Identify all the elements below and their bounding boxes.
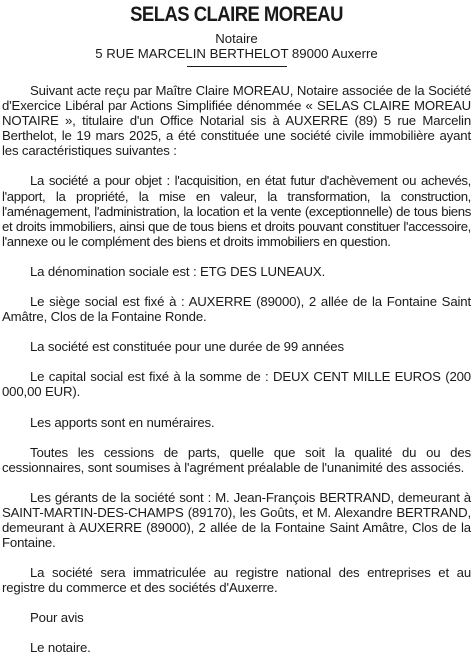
- duration-paragraph: La société est constituée pour une durée de 99 années: [30, 339, 344, 355]
- notice-body: [2, 83, 471, 656]
- registration-paragraph: La société sera immatriculée au registre national des entreprises et au registre du commerce et des sociétés d'Auxerre.: [2, 565, 471, 596]
- header-divider: [187, 66, 287, 67]
- share-transfers-paragraph: Toutes les cessions de parts, quelle que soit la qualité du ou des cessionnaires, sont soumises à l'agrément préalable de l'unanimité des associés.: [2, 444, 471, 475]
- signature-line: Le notaire.: [30, 640, 91, 656]
- for-notice-line: Pour avis: [30, 610, 84, 626]
- object-paragraph: La société a pour objet : l'acquisition, en état futur d'achèvement ou achevés, l'apport, la propriété, la mise en valeur, la transformation, la construction, l'aménagement, l'administration, la location et la vente (exceptionnelle) de tous biens et droits immobiliers, ainsi que de tous biens et droits pouvant constituer l'accessoire, l'annexe ou le complément des biens et droits immobiliers en question.: [2, 173, 471, 249]
- capital-paragraph: Le capital social est fixé à la somme de : DEUX CENT MILLE EUROS (200 000,00 EUR).: [2, 369, 471, 400]
- intro-paragraph: Suivant acte reçu par Maître Claire MOREAU, Notaire associée de la Société d'Exercice Libéral par Actions Simplifiée dénommée « SELAS CLAIRE MOREAU NOTAIRE », titulaire d'un Office Notarial sis à AUXERRE (89) 5 rue Marcelin Berthelot, le 19 mars 2025, a été constituée une société civile immobilière ayant les caractéristiques suivantes :: [2, 83, 471, 159]
- contributions-paragraph: Les apports sont en numéraires.: [30, 414, 215, 430]
- name-paragraph: La dénomination sociale est : ETG DES LUNEAUX.: [30, 263, 326, 279]
- registered-office-paragraph: Le siège social est fixé à : AUXERRE (89000), 2 allée de la Fontaine Saint Amâtre, Clos de la Fontaine Ronde.: [2, 294, 471, 325]
- notice-title: SELAS CLAIRE MOREAU: [130, 3, 343, 26]
- notice-subtitle: Notaire: [215, 31, 258, 46]
- managers-paragraph: Les gérants de la société sont : M. Jean-François BERTRAND, demeurant à SAINT-MARTIN-DES-CHAMPS (89170), les Goûts, et M. Alexandre BERTRAND, demeurant à AUXERRE (89000), 2 allée de la Fontaine Saint Amâtre, Clos de la Fontaine.: [2, 489, 471, 551]
- office-address: 5 RUE MARCELIN BERTHELOT 89000 Auxerre: [95, 46, 378, 61]
